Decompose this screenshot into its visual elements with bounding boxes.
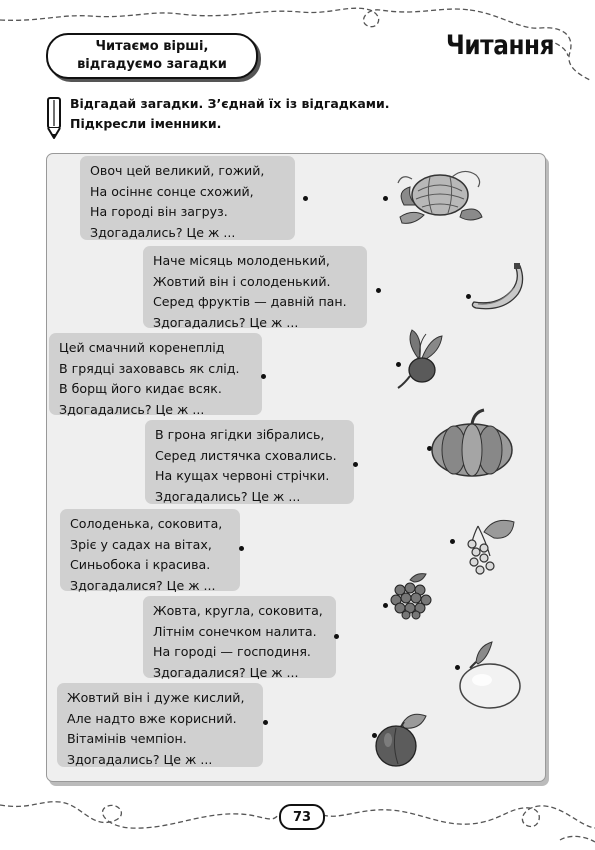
riddle-6-line-2: Літнім сонечком налита. <box>153 623 317 639</box>
riddle-2-line-3: Серед фруктів — давній пан. <box>153 294 347 310</box>
riddle-4-line-1: В грона ягідки зібрались, <box>155 427 325 442</box>
riddle-7-dot[interactable] <box>263 720 268 725</box>
riddle-6-line-4: Здогадалися? Це ж ... <box>153 664 299 680</box>
riddle-box-2 <box>143 246 367 328</box>
riddle-2-line-2: Жовтий він і солоденький. <box>153 273 331 289</box>
riddle-7-line-1: Жовтий він і дуже кислий, <box>67 690 245 705</box>
riddle-5-line-1: Солоденька, соковита, <box>70 516 223 531</box>
task-line-1: Відгадай загадки. З’єднай їх із відгадками. <box>70 96 390 111</box>
riddle-2-dot[interactable] <box>376 288 381 293</box>
riddle-box-4 <box>145 420 354 504</box>
riddle-3-line-2: В грядці заховавсь як слід. <box>59 360 240 376</box>
riddle-2-line-4: Здогадались? Це ж ... <box>153 314 299 330</box>
plum-dot[interactable] <box>372 733 377 738</box>
riddle-3-dot[interactable] <box>261 374 266 379</box>
pencil-icon <box>46 96 62 140</box>
riddle-5-line-2: Зріє у садах на вітах, <box>70 536 212 552</box>
riddle-6-line-1: Жовта, кругла, соковита, <box>153 603 323 618</box>
task-line-2: Підкресли іменники. <box>70 116 222 131</box>
riddle-5-dot[interactable] <box>239 546 244 551</box>
banana-icon <box>468 262 524 312</box>
riddle-box-6 <box>143 596 336 678</box>
riddle-6-dot[interactable] <box>334 634 339 639</box>
riddle-box-5 <box>60 509 240 591</box>
topic-line-2: відгадуємо загадки <box>77 57 227 72</box>
riddle-1-line-1: Овоч цей великий, гожий, <box>90 163 265 178</box>
topic-line-1: Читаємо вірші, <box>95 39 209 54</box>
riddle-5-line-3: Синьобока і красива. <box>70 557 211 573</box>
riddle-4-line-2: Серед листячка сховались. <box>155 447 337 463</box>
riddle-2-line-1: Наче місяць молоденький, <box>153 253 330 268</box>
riddle-3-line-4: Здогадались? Це ж ... <box>59 401 205 417</box>
plum-icon <box>370 710 430 770</box>
riddle-1-line-2: На осіннє сонце схожий, <box>90 183 254 199</box>
riddle-4-dot[interactable] <box>353 462 358 467</box>
riddle-box-3 <box>49 333 262 415</box>
riddle-1-line-4: Здогадались? Це ж ... <box>90 224 236 240</box>
raspberry-icon <box>386 570 436 620</box>
page-number: 73 <box>279 804 325 830</box>
riddle-1-dot[interactable] <box>303 196 308 201</box>
beet-icon <box>396 328 444 394</box>
pumpkin-icon <box>428 406 516 480</box>
riddle-6-line-3: На городі — господиня. <box>153 644 311 660</box>
riddle-3-line-3: В борщ його кидає всяк. <box>59 381 222 397</box>
currant-icon <box>454 512 522 580</box>
riddle-7-line-3: Вітамінів чемпіон. <box>67 731 187 747</box>
riddle-7-line-2: Але надто вже корисний. <box>67 710 237 726</box>
riddle-box-7 <box>57 683 263 767</box>
melon-dot[interactable] <box>383 196 388 201</box>
riddle-4-line-3: На кущах червоні стрічки. <box>155 468 330 484</box>
topic-box <box>46 33 258 79</box>
riddle-7-line-4: Здогадались? Це ж ... <box>67 751 213 767</box>
riddle-box-1 <box>80 156 295 240</box>
section-title: Читання <box>446 30 555 61</box>
riddle-1-line-3: На городі він загруз. <box>90 204 228 220</box>
riddle-4-line-4: Здогадались? Це ж ... <box>155 488 301 504</box>
melon-icon <box>392 165 488 229</box>
riddle-3-line-1: Цей смачний коренеплід <box>59 340 225 355</box>
lemon-icon <box>458 640 526 714</box>
riddle-5-line-4: Здогадалися? Це ж ... <box>70 577 216 593</box>
